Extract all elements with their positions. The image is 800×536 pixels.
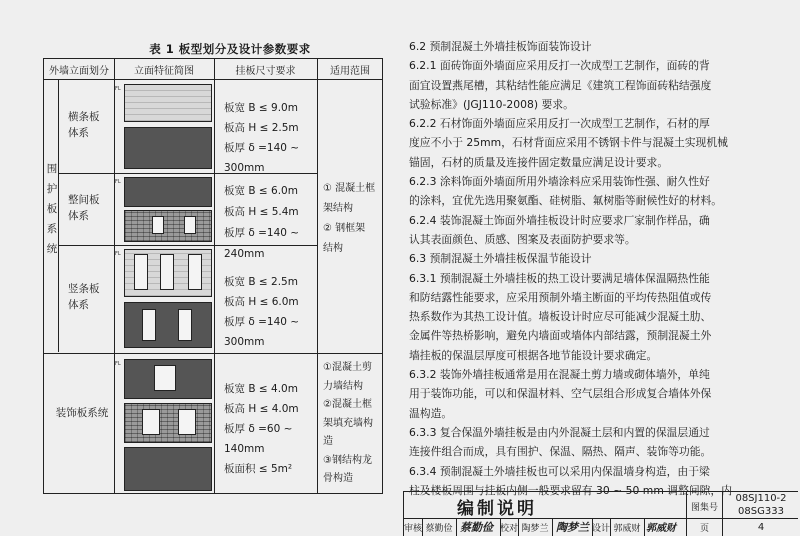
section-heading: 6.2 预制混凝土外墙挂板饰面装饰设计 — [409, 40, 592, 53]
text-line: 试验标准》(JGJ110-2008) 要求。 — [409, 97, 574, 111]
atlas-number-label: 图集号 — [690, 502, 718, 513]
page-label: 页 — [699, 523, 709, 534]
row-type-decorative: 装饰板系统 — [55, 407, 109, 419]
text-line: 面宜设置燕尾槽，其粘结性能应满足《建筑工程饰面砖粘结强度 — [409, 78, 712, 92]
check-label: 校对 — [500, 523, 519, 534]
facade-sketch-vertical-2 — [124, 302, 212, 348]
divider — [114, 59, 115, 493]
design-name: 郭威财 — [613, 523, 641, 534]
window-opening — [188, 254, 202, 290]
param-width: 板宽 B ≤ 9.0m — [224, 102, 298, 114]
check-name: 陶梦兰 — [521, 523, 549, 534]
divider — [552, 518, 553, 536]
facade-sketch-whole-bay-2 — [124, 210, 212, 242]
text-line: 的涂料，宜优先选用聚氨酯、硅树脂、氟树脂等耐候性好的材料。 — [409, 194, 723, 208]
text-line: 认其表面颜色、质感、图案及表面防护要求等。 — [409, 232, 636, 246]
window-opening — [142, 309, 156, 341]
atlas-number-2: 08SG333 — [738, 505, 784, 517]
review-label: 审核 — [404, 523, 423, 534]
divider — [592, 518, 593, 536]
text-line: 6.2.4 装饰混凝土饰面外墙挂板设计时应要求厂家制作样品，确 — [409, 213, 710, 227]
param-thickness: 板厚 δ =140 ~ 300mm — [224, 142, 300, 174]
group-label: 围护板系统 — [46, 163, 58, 255]
review-signature: 蔡勤俭 — [460, 521, 493, 534]
text-line: 温构造。 — [409, 406, 453, 420]
window-opening — [178, 309, 192, 341]
divider — [722, 491, 723, 536]
divider — [44, 353, 383, 354]
text-line: 6.2.1 面砖饰面外墙面应采用反打一次成型工艺制作，面砖的背 — [409, 59, 710, 73]
row-type-vertical: 竖条板体系 — [68, 283, 100, 311]
param-thickness: 板厚 δ =140 ~ 240mm — [224, 227, 300, 260]
divider — [644, 518, 645, 536]
floor-level-label: FL — [115, 86, 121, 92]
text-line: 6.3.2 装饰外墙挂板通常是用在混凝土剪力墙或砌体墙外，单纯 — [409, 368, 710, 382]
param-thickness: 板厚 δ =140 ~ 300mm — [224, 316, 300, 348]
floor-level-label: FL — [115, 251, 121, 257]
facade-sketch-whole-bay-1 — [124, 177, 212, 207]
sheet-title: 编制说明 — [457, 498, 537, 519]
divider — [317, 59, 318, 493]
divider — [214, 59, 215, 493]
divider — [518, 518, 519, 536]
window-opening — [160, 254, 174, 290]
header-facade-division: 外墙立面划分 — [44, 59, 114, 80]
text-line: 6.3.3 复合保温外墙挂板是由内外混凝土层和内置的保温层通过 — [409, 425, 710, 439]
floor-level-label: FL — [115, 361, 121, 367]
text-line: 6.2.2 石材饰面外墙面应采用反打一次成型工艺制作，石材的厚 — [409, 117, 710, 131]
window-opening — [178, 409, 196, 435]
param-height: 板高 H ≤ 5.4m — [224, 206, 299, 218]
facade-sketch-decorative-3 — [124, 447, 212, 491]
window-opening — [152, 216, 164, 234]
design-signature: 郭威财 — [646, 523, 676, 534]
param-height: 板高 H ≤ 4.0m — [224, 403, 299, 415]
window-opening — [184, 216, 196, 234]
header-sketch: 立面特征简图 — [114, 59, 214, 80]
atlas-number-1: 08SJ110-2 — [735, 492, 787, 504]
facade-sketch-horizontal-1 — [124, 84, 212, 122]
text-line: 6.2.3 涂料饰面外墙面所用外墙涂料应采用装饰性强、耐久性好 — [409, 175, 710, 189]
param-width: 板宽 B ≤ 4.0m — [224, 383, 298, 395]
floor-level-label: FL — [115, 179, 121, 185]
param-width: 板宽 B ≤ 2.5m — [224, 276, 298, 288]
text-line: 柱及楼板周围与挂板内侧一般要求留有 30 ~ 50 mm 调整间隙，内 — [409, 483, 733, 497]
window-opening — [134, 254, 148, 290]
panel-type-table — [43, 58, 383, 494]
text-line: 6.3.4 预制混凝土外墙挂板也可以采用内保温墙身构造，由于梁 — [409, 464, 710, 478]
params-whole-bay — [224, 181, 316, 265]
params-decorative — [224, 379, 316, 479]
divider — [500, 518, 501, 536]
param-height: 板高 H ≤ 2.5m — [224, 122, 299, 134]
facade-sketch-horizontal-2 — [124, 127, 212, 169]
design-label: 设计 — [592, 523, 611, 534]
param-area: 板面积 ≤ 5m² — [224, 463, 293, 475]
params-horizontal — [224, 98, 316, 178]
scope-decorative: ①混凝土剪 力墙结构 ②混凝土框 架填充墙构 造 ③钢结构龙 骨构造 — [323, 362, 373, 484]
text-line: 用于装饰功能，可以和保温材料、空气层组合形成复合墙体外保 — [409, 387, 712, 401]
header-scope: 适用范围 — [317, 59, 383, 80]
text-line: 连接件组合而成，具有围护、保温、隔热、隔声、装饰等功能。 — [409, 445, 712, 459]
review-name: 蔡勤俭 — [425, 523, 453, 534]
row-type-whole-bay: 整间板体系 — [68, 194, 100, 222]
window-opening — [142, 409, 160, 435]
text-line: 锚固，石材的质量及连接件固定数量应满足设计要求。 — [409, 155, 669, 169]
section-heading: 6.3 预制混凝土外墙挂板保温节能设计 — [409, 252, 592, 266]
scope-frame-structure: ① 混凝土框 架结构 ② 钢框架 结构 — [323, 183, 376, 254]
header-size-requirements: 挂板尺寸要求 — [214, 59, 317, 80]
page-number: 4 — [757, 521, 765, 533]
text-line: 墙挂板的保温层厚度可根据各地节能设计要求确定。 — [409, 348, 658, 362]
text-line: 金属件等热桥影响，避免内墙面或墙体内部结露，预制混凝土外 — [409, 329, 712, 343]
text-line: 和防结露性能要求，应采用预制外墙主断面的平均传热阻值或传 — [409, 290, 712, 304]
divider — [422, 518, 423, 536]
text-line: 热系数作为其热工设计值。墙板设计时应尽可能减少混凝土肋、 — [409, 310, 712, 324]
window-opening — [154, 365, 176, 391]
param-height: 板高 H ≤ 6.0m — [224, 296, 299, 308]
body-text — [409, 37, 789, 500]
row-type-horizontal: 横条板体系 — [68, 111, 100, 139]
param-thickness: 板厚 δ =60 ~ 140mm — [224, 423, 293, 455]
check-signature: 陶梦兰 — [556, 521, 589, 534]
facade-sketch-decorative-2 — [124, 403, 212, 443]
text-line: 度应不小于 25mm，石材背面应采用不锈钢卡件与混凝土实现机械 — [409, 136, 728, 150]
params-vertical — [224, 272, 316, 352]
divider — [610, 518, 611, 536]
param-width: 板宽 B ≤ 6.0m — [224, 185, 298, 197]
table-caption: 表 1 板型划分及设计参数要求 — [149, 42, 311, 56]
text-line: 6.3.1 预制混凝土外墙挂板的热工设计要满足墙体保温隔热性能 — [409, 271, 710, 285]
divider — [456, 518, 457, 536]
